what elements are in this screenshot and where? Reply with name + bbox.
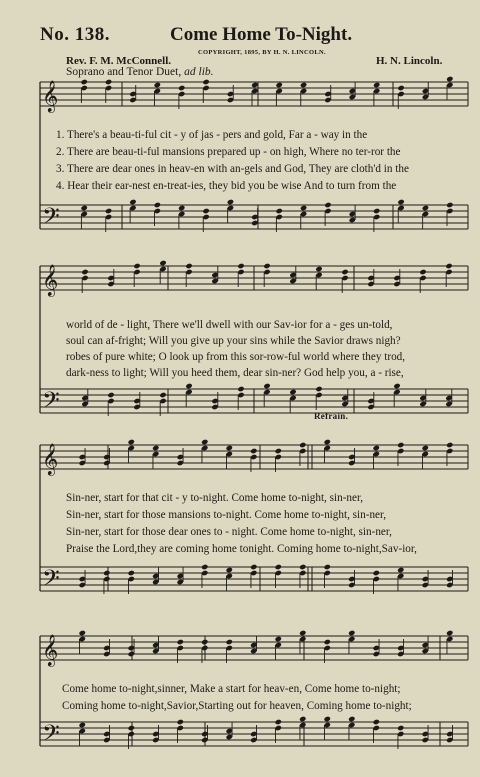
- staff-s1-treble-notehead: [251, 82, 258, 88]
- bass-clef-icon: 𝄢: [42, 719, 60, 752]
- staff-s1-treble-notehead: [300, 82, 307, 88]
- staff-s4-treble-notehead: [299, 630, 306, 636]
- staff-s3-bass-notehead: [250, 564, 257, 570]
- staff-s4-bass-notehead: [177, 719, 184, 725]
- staff-s1-bass-notehead: [422, 205, 429, 211]
- lyric-line-s3-v3: Sin-ner, start for those dear ones to - night. Come home to-night, sin-ner,: [66, 526, 392, 538]
- staff-s3-treble-notehead: [373, 445, 380, 451]
- performance-note-main: Soprano and Tenor Duet,: [66, 66, 182, 78]
- staff-s3-bass-notehead: [324, 564, 331, 570]
- treble-clef-icon: 𝄞: [42, 263, 59, 296]
- staff-s1-treble-notehead: [446, 76, 453, 82]
- lyric-line-s4-v1: Come home to-night,sinner, Make a start for heav-en, Come home to-night;: [62, 683, 401, 695]
- staff-s4-bass-notehead: [348, 716, 355, 722]
- copyright-notice: COPYRIGHT, 1895, BY H. N. LINCOLN.: [198, 49, 326, 56]
- staff-s3-bass-notehead: [397, 567, 404, 573]
- staff-s2-treble-notehead: [159, 260, 166, 266]
- staff-s1-bass-notehead: [129, 199, 136, 205]
- staff-s1-treble-notehead: [275, 82, 282, 88]
- staff-s4-bass-notehead: [275, 719, 282, 725]
- lyric-line-s1-v4: 4. Hear their ear-nest en-treat-ies, they bid you be wise And to turn from the: [56, 180, 397, 192]
- treble-clef-icon: 𝄞: [42, 79, 59, 112]
- staff-s3-treble-notehead: [446, 442, 453, 448]
- lyric-line-s1-v2: 2. There are beau-ti-ful mansions prepared up - on high, Where no ter-ror the: [56, 146, 401, 158]
- staff-s1-bass-notehead: [446, 202, 453, 208]
- staff-s4-bass-notehead: [373, 719, 380, 725]
- staff-s3-treble-notehead: [397, 442, 404, 448]
- staff-s2-treble-notehead: [445, 263, 452, 269]
- staff-s1-bass-notehead: [373, 208, 380, 214]
- staff-s1-bass-notehead: [105, 208, 112, 214]
- staff-s4-bass-notehead: [128, 725, 135, 731]
- staff-s3-treble-notehead: [152, 445, 159, 451]
- staff-s2-treble-notehead: [315, 266, 322, 272]
- staff-s2-treble-notehead: [263, 263, 270, 269]
- lyric-line-s2-v3: robes of pure white; O look up from this sor-row-ful world where they trod,: [66, 351, 406, 363]
- author-credit: Rev. F. M. McConnell.: [66, 55, 171, 67]
- lyric-line-s2-v4: dark-ness to light; Will you heed them, dear sin-ner? God help you, a - rise,: [66, 367, 404, 379]
- refrain-label: Refrain.: [314, 411, 349, 421]
- lyric-line-s2-v1: world of de - light, There we'll dwell with our Sav-ior for a - ges un-told,: [66, 319, 393, 331]
- staff-s1-treble-notehead: [397, 85, 404, 91]
- staff-s1-treble-notehead: [178, 85, 185, 91]
- staff-s1-treble-notehead: [105, 79, 112, 85]
- staff-s2-bass-notehead: [237, 386, 244, 392]
- staff-s2-treble-notehead: [419, 269, 426, 275]
- staff-s4-bass-notehead: [299, 716, 306, 722]
- bass-clef-icon: 𝄢: [42, 202, 60, 235]
- staff-s1-bass-notehead: [154, 202, 161, 208]
- staff-s3-treble-notehead: [275, 448, 282, 454]
- staff-s2-treble-notehead: [185, 263, 192, 269]
- staff-s3-bass-notehead: [128, 570, 135, 576]
- staff-s2-bass-notehead: [393, 383, 400, 389]
- lyric-line-s3-v4: Praise the Lord,they are coming home tonight. Coming home to-night,Sav-ior,: [66, 543, 417, 555]
- staff-s2-treble-notehead: [341, 269, 348, 275]
- staff-s3-treble-notehead: [422, 445, 429, 451]
- bass-clef-icon: 𝄢: [42, 386, 60, 419]
- staff-s1-bass-notehead: [397, 199, 404, 205]
- staff-s4-treble-notehead: [324, 639, 331, 645]
- staff-s1-bass-notehead: [178, 205, 185, 211]
- staff-s3-treble-notehead: [128, 439, 135, 445]
- staff-s3-bass-notehead: [275, 564, 282, 570]
- staff-s3-bass-notehead: [226, 567, 233, 573]
- staff-s3-bass-notehead: [373, 570, 380, 576]
- composer-credit: H. N. Lincoln.: [376, 55, 443, 67]
- staff-s2-bass-notehead: [289, 389, 296, 395]
- treble-clef-icon: 𝄞: [42, 442, 59, 475]
- lyric-line-s1-v1: 1. There's a beau-ti-ful cit - y of jas - pers and gold, Far a - way in the: [56, 129, 368, 141]
- staff-s3-treble-notehead: [324, 439, 331, 445]
- staff-s1-treble-notehead: [202, 79, 209, 85]
- staff-s4-bass-notehead: [397, 725, 404, 731]
- staff-s2-treble-notehead: [81, 269, 88, 275]
- staff-s2-bass-notehead: [263, 383, 270, 389]
- treble-clef-icon: 𝄞: [42, 633, 59, 666]
- staff-s3-treble-notehead: [299, 442, 306, 448]
- staff-s4-treble-notehead: [275, 636, 282, 642]
- staff-s1-bass-notehead: [80, 205, 87, 211]
- staff-s4-treble-notehead: [348, 630, 355, 636]
- staff-s1-bass-notehead: [324, 202, 331, 208]
- lyric-line-s4-v2: Coming home to-night,Savior,Starting out for heaven, Coming home to-night;: [62, 700, 412, 712]
- staff-s4-bass-notehead: [324, 716, 331, 722]
- staff-s2-bass-notehead: [107, 392, 114, 398]
- staff-s1-bass-notehead: [300, 205, 307, 211]
- staff-s2-treble-notehead: [133, 263, 140, 269]
- staff-s2-bass-notehead: [315, 386, 322, 392]
- staff-s2-bass-notehead: [185, 383, 192, 389]
- bass-clef-icon: 𝄢: [42, 564, 60, 597]
- staff-s3-bass-notehead: [103, 570, 110, 576]
- lyric-line-s2-v2: soul can af-fright; Will you give up your sins while the Savior draws nigh?: [66, 335, 401, 347]
- lyric-line-s3-v2: Sin-ner, start for those mansions to-night. Come home to-night, sin-ner,: [66, 509, 387, 521]
- staff-s4-treble-notehead: [226, 639, 233, 645]
- staff-s1-bass-notehead: [275, 208, 282, 214]
- performance-note-italic: ad lib.: [184, 66, 214, 78]
- staff-s4-bass-notehead: [79, 722, 86, 728]
- staff-s3-bass-notehead: [201, 564, 208, 570]
- staff-s1-treble-notehead: [80, 79, 87, 85]
- staff-s2-bass-notehead: [159, 392, 166, 398]
- staff-s1-treble-notehead: [154, 82, 161, 88]
- lyric-line-s3-v1: Sin-ner, start for that cit - y to-night. Come home to-night, sin-ner,: [66, 492, 364, 504]
- staff-s4-treble-notehead: [446, 630, 453, 636]
- staff-s3-treble-notehead: [201, 439, 208, 445]
- staff-s4-treble-notehead: [201, 639, 208, 645]
- staff-s4-treble-notehead: [177, 639, 184, 645]
- staff-s3-treble-notehead: [250, 448, 257, 454]
- staff-s3-bass-notehead: [299, 564, 306, 570]
- staff-s2-treble-notehead: [237, 263, 244, 269]
- lyric-line-s1-v3: 3. There are dear ones in heav-en with an-gels and God, They are cloth'd in the: [56, 163, 409, 175]
- staff-s1-treble-notehead: [373, 82, 380, 88]
- hymn-number: No. 138.: [40, 24, 110, 45]
- staff-s4-treble-notehead: [79, 630, 86, 636]
- staff-s3-treble-notehead: [226, 445, 233, 451]
- staff-s1-bass-notehead: [227, 199, 234, 205]
- staff-s1-bass-notehead: [202, 208, 209, 214]
- hymn-title: Come Home To-Night.: [170, 24, 353, 45]
